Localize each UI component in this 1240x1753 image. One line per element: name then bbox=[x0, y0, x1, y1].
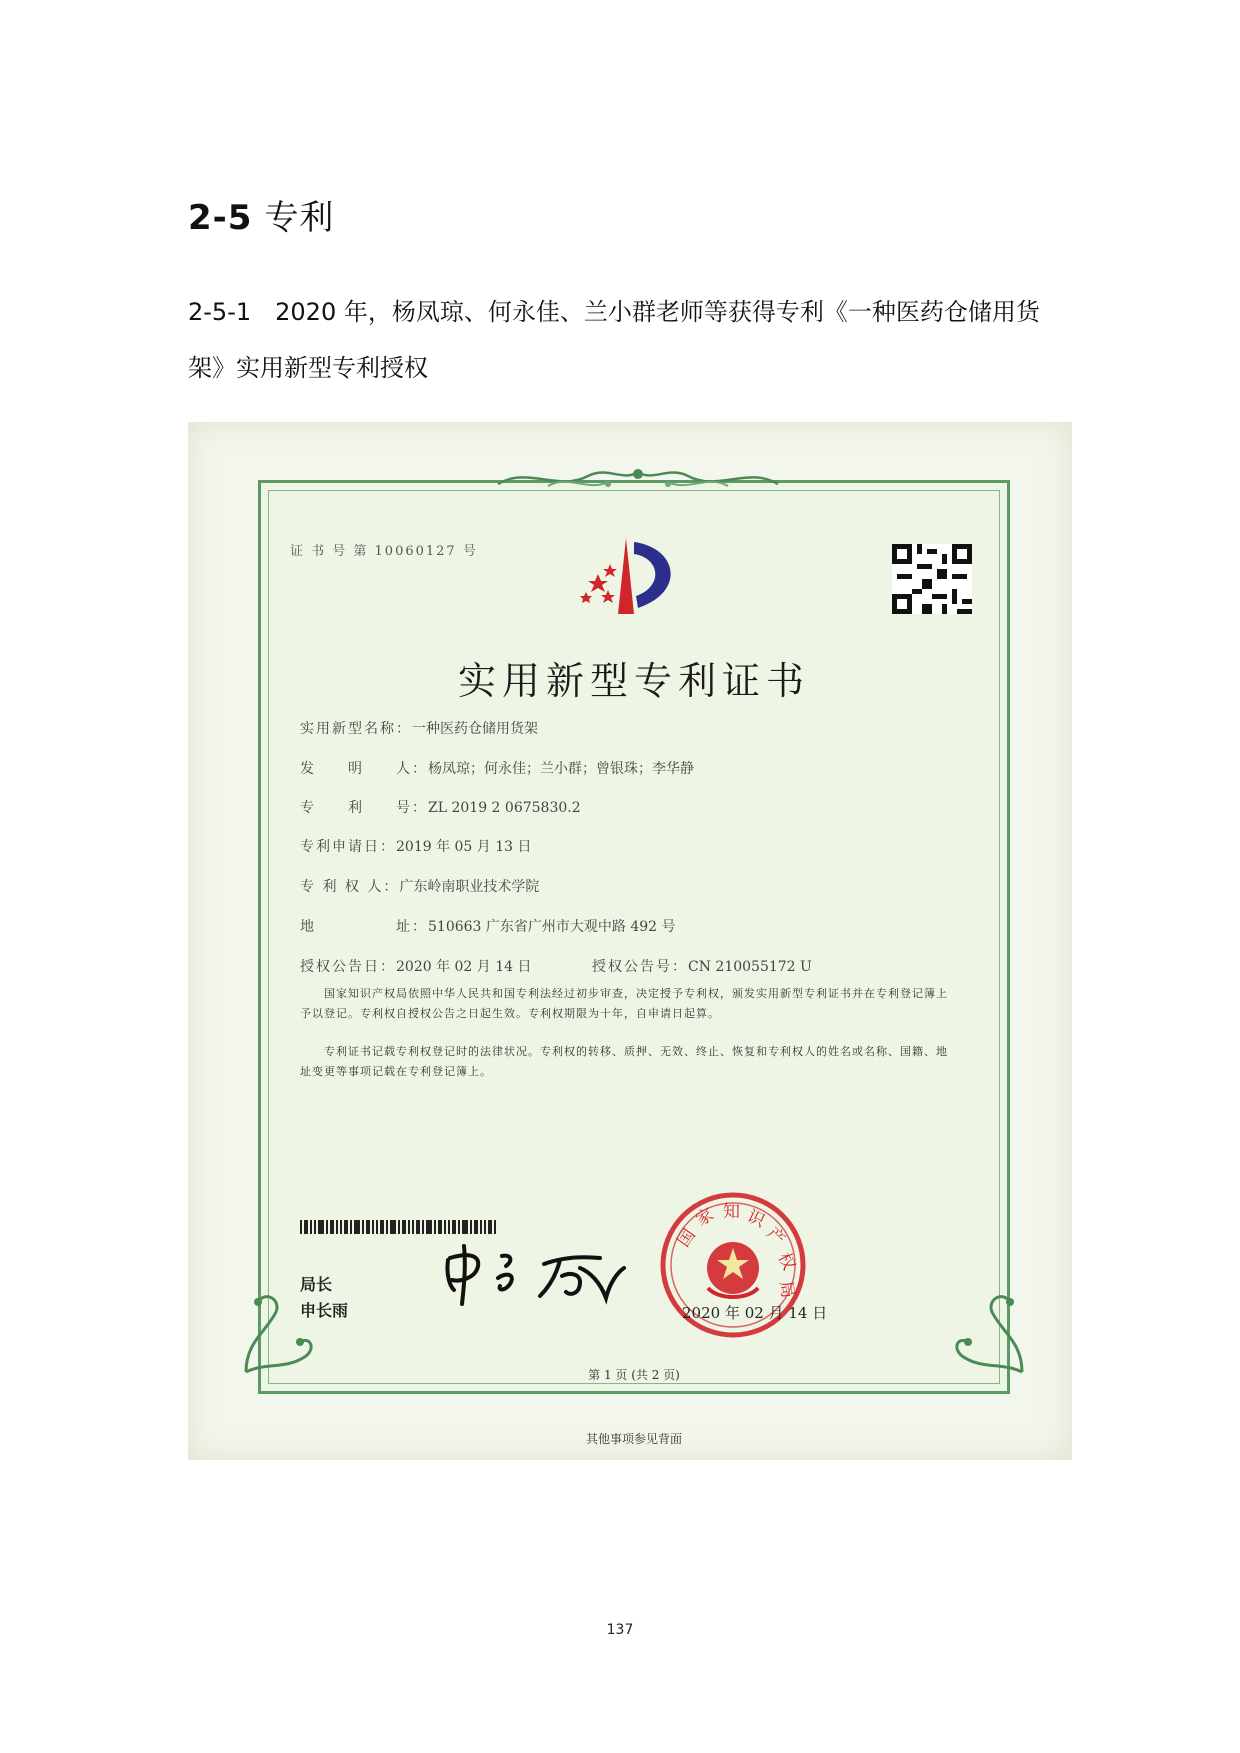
field-value: 杨凤琼；何永佳；兰小群；曾银珠；李华静 bbox=[428, 761, 694, 777]
section-name: 专利 bbox=[264, 198, 335, 238]
certificate-body-paragraph: 国家知识产权局依照中华人民共和国专利法经过初步审查，决定授予专利权，颁发实用新型专利证书并在专利登记簿上予以登记。专利权自授权公告之日起生效。专利权期限为十年，自申请日起算。 bbox=[300, 987, 948, 1020]
field-value: CN 210055172 U bbox=[688, 959, 812, 975]
certificate-number: 证 书 号 第 10060127 号 bbox=[290, 544, 478, 559]
certificate-back-note: 其他事项参见背面 bbox=[585, 1432, 682, 1446]
field-label: 专 利 号： bbox=[300, 800, 428, 816]
barcode-icon bbox=[300, 1220, 496, 1234]
svg-text:局: 局 bbox=[775, 1279, 798, 1300]
svg-text:家: 家 bbox=[692, 1204, 718, 1231]
director-title: 局长 bbox=[300, 1275, 333, 1294]
page-number: 137 bbox=[606, 1622, 634, 1638]
seal-date: 2020 年 02 月 14 日 bbox=[682, 1304, 828, 1322]
field-address bbox=[300, 916, 676, 936]
svg-text:国: 国 bbox=[673, 1225, 700, 1251]
field-label: 授权公告号： bbox=[592, 959, 688, 975]
field-grant-date bbox=[300, 956, 532, 976]
field-label: 专利申请日： bbox=[300, 839, 396, 855]
section-number: 2-5 bbox=[188, 198, 253, 238]
field-label: 发 明 人： bbox=[300, 761, 428, 777]
field-value: 广东岭南职业技术学院 bbox=[399, 879, 540, 895]
section-heading bbox=[188, 190, 334, 239]
certificate-image bbox=[188, 422, 1072, 1460]
svg-text:识: 识 bbox=[743, 1206, 768, 1232]
certificate-page-info: 第 1 页 (共 2 页) bbox=[588, 1368, 680, 1382]
handwritten-signature-icon bbox=[440, 1242, 630, 1306]
field-value: 2020 年 02 月 14 日 bbox=[396, 959, 532, 975]
field-value: 2019 年 05 月 13 日 bbox=[396, 839, 532, 855]
director-name: 申长雨 bbox=[300, 1301, 349, 1320]
certificate-body-paragraph: 专利证书记载专利权登记时的法律状况。专利权的转移、质押、无效、终止、恢复和专利权人的姓名或名称、国籍、地址变更等事项记载在专利登记簿上。 bbox=[300, 1045, 948, 1078]
qr-code-icon bbox=[892, 544, 972, 614]
field-grant-number bbox=[592, 956, 812, 976]
field-label: 实用新型名称： bbox=[300, 721, 412, 737]
paragraph-text: 2020 年，杨凤琼、何永佳、兰小群老师等获得专利《一种医药仓储用货架》实用新型专利授权 bbox=[188, 298, 1040, 382]
certificate-title: 实用新型专利证书 bbox=[457, 659, 810, 703]
svg-text:权: 权 bbox=[773, 1249, 799, 1274]
cnipa-logo-icon bbox=[568, 534, 698, 624]
field-inventors bbox=[300, 758, 694, 778]
field-value: ZL 2019 2 0675830.2 bbox=[428, 800, 581, 816]
field-value: 一种医药仓储用货架 bbox=[412, 721, 538, 737]
field-label: 地 址： bbox=[300, 919, 428, 935]
field-utility-name bbox=[300, 718, 538, 738]
field-patentee bbox=[300, 876, 539, 896]
field-label: 专 利 权 人： bbox=[300, 879, 400, 895]
svg-text:知: 知 bbox=[723, 1202, 740, 1222]
certificate-inner-border bbox=[268, 490, 1000, 1384]
section-paragraph bbox=[188, 284, 1068, 396]
field-application-date bbox=[300, 836, 532, 856]
field-value: 510663 广东省广州市大观中路 492 号 bbox=[428, 919, 676, 935]
paragraph-number: 2-5-1 bbox=[188, 298, 252, 326]
field-label: 授权公告日： bbox=[300, 959, 396, 975]
field-patent-number bbox=[300, 797, 581, 817]
svg-text:产: 产 bbox=[762, 1223, 789, 1250]
top-ornament-icon bbox=[488, 462, 788, 496]
